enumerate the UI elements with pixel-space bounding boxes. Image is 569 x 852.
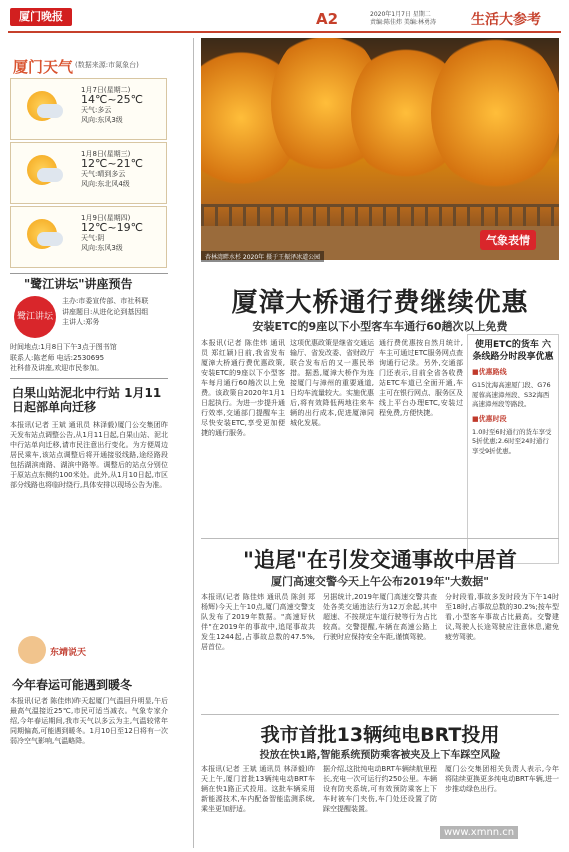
lecture-info-2 [10, 342, 168, 374]
weather-sky: 天气:晴到多云 [81, 170, 126, 178]
lecture-line: 时间地点:1月8日下午3点于图书馆 [10, 343, 117, 351]
etc-section: ■优惠时段 [472, 414, 507, 423]
date-line-2: 责编:陈佳炜 美编:林勇涛 [370, 19, 436, 26]
cloud-icon [37, 232, 63, 246]
article-body: 这项优惠政策是继省交通运输厅、省发改委、省财政厅联合发布后的又一惠民举措。据悉,厦漳大桥作为连接厦门与漳州的重要通道,日均车流量较大。实施优惠后,将有效降低两地往来车辆的出行成本,促进厦漳同城化发展。 [290, 339, 374, 427]
divider [10, 378, 168, 379]
divider [201, 538, 559, 539]
article-body: 据介绍,这批纯电动BRT车辆续航里程长,充电一次可运行约250公里。车辆设有防夹系统,可有效预防乘客上下车时被车门夹伤,车门处还设置了防踩空提醒装置。 [323, 765, 437, 813]
article-body: 本报讯(记者 王斌 通讯员 林泽毅)昨天上午,厦门首批13辆纯电动BRT车辆在快1路正式投用。这批车辆采用新能源技术,车内配备智能监测系统,乘坐更加舒适。 [201, 765, 315, 813]
weather-temp: 14℃~25℃ [81, 93, 143, 106]
date-line-1: 2020年1月7日 星期二 [370, 11, 431, 18]
weather-wind: 风向:东风3级 [81, 116, 123, 124]
article-body: 本报讯(记者 王斌 通讯员 林泽毅)厦门公交集团昨天发布站点调整公告,从1月11日起,白果山站、泥北中行站单向迁移,请市民注意出行变化。为方便周边居民乘车,该站点调整后将开通接驳线路,途经路段包括湖滨南路、湖滨中路等。调整后的站点分别位于原站点东侧约100米处。此外,从1月10日起,市区部分线路也将临时绕行,具体安排以现场公告为准。 [10, 421, 168, 489]
weather-wind: 风向:东风3级 [81, 244, 123, 252]
subheadline-3: 投放在快1路,智能系统预防乘客被夹及上下车踩空风险 [259, 750, 501, 761]
lecture-title: "鹭江讲坛"讲座预告 [24, 277, 133, 291]
cloud-icon [37, 168, 63, 182]
weather-date: 1月9日(星期四) [81, 214, 131, 222]
article-body: 厦门公交集团相关负责人表示,今年将陆续更换更多纯电动BRT车辆,进一步推动绿色出行。 [445, 765, 559, 793]
weather-temp: 12℃~19℃ [81, 221, 143, 234]
lecture-line: 主讲人:郑务 [62, 318, 100, 326]
column-badge: 东靖说天 [50, 648, 87, 658]
date-line [370, 11, 460, 27]
headline-3: 我市首批13辆纯电BRT投用 [260, 724, 500, 746]
cloud-icon [37, 104, 63, 118]
weather-sky: 天气:多云 [81, 106, 112, 114]
article-title: 白果山站泥北中行站 1月11日起部单向迁移 [12, 386, 162, 414]
autumn-trees-photo [201, 38, 559, 260]
weather-wind: 风向:东北风4级 [81, 180, 130, 188]
section-title: 生活大参考 [471, 12, 541, 28]
header-divider [8, 31, 561, 33]
weather-day-2 [10, 142, 167, 204]
subheadline-1: 安装ETC的9座以下小型客车车通行60趟次以上免费 [252, 320, 508, 333]
etc-section: ■优惠路线 [472, 368, 507, 376]
article-body: 本报讯(记者 陈佳炜)昨天起厦门气温回升明显,午后最高气温接近25℃,市民可适当减衣。气象专家介绍,今年春运期间,我市天气以多云为主,气温较常年同期偏高,可能遇到暖冬。1月10日至12日将有一次弱冷空气影响,气温略降。 [10, 697, 168, 745]
lecture-logo: 鹭江讲坛 [14, 296, 56, 338]
weather-date: 1月7日(星期二) [81, 86, 131, 94]
divider [10, 273, 168, 274]
site-watermark: www.xmnn.cn [440, 826, 518, 839]
article-body: 本报讯(记者 陈佳炜 通讯员 陈剑 郑杨辉)今天上午10点,厦门高速交警支队发布了2019年数据。"高速好伙伴"在2019年的事故中,追尾事故共发生1244起,占事故总数的47.5%,居首位。 [201, 593, 315, 651]
etc-title: 使用ETC的货车 六条线路分时段享优惠 [472, 340, 554, 362]
article-title: 今年春运可能遇到暖冬 [12, 678, 133, 692]
etc-body: 1.0时至6时通行的货车享受5折优惠;2.6时至24时通行享受9折优惠。 [472, 427, 552, 455]
column-divider [193, 38, 194, 848]
weather-day-1 [10, 78, 167, 140]
lecture-line: 讲座题目:从进化论到基因组 [62, 307, 149, 316]
lecture-line: 主办:市委宣传部、市社科联 [62, 297, 149, 305]
etc-info-box [467, 334, 559, 564]
weather-day-3 [10, 206, 167, 268]
article-body: 本报讯(记者 陈佳炜 通讯员 郑红颖)日前,我省发布厦漳大桥通行费优惠政策,安装ETC的9座以下小型客车每月通行60趟次以上免费。该政策自2020年1月1日起执行。为进一步提升通行效率,交通部门提醒车主尽快安装ETC,享受更加便捷的通行服务。 [201, 339, 285, 437]
weather-sky: 天气:阴 [81, 234, 105, 242]
newspaper-logo: 厦门晚报 [10, 8, 72, 26]
weather-date: 1月8日(星期三) [81, 150, 131, 158]
subheadline-2: 厦门高速交警今天上午公布2019年"大数据" [270, 575, 490, 588]
lecture-info [62, 296, 168, 328]
weather-title: 厦门天气 [13, 58, 74, 76]
weather-temp: 12℃~21℃ [81, 157, 143, 170]
lecture-line: 联系人:陈老师 电话:2530695 [10, 353, 105, 362]
weather-source: (数据来源:市氮象台) [75, 61, 139, 69]
article-body: 分时段看,事故多发时段为下午14时至18时,占事故总数的30.2%;按车型看,小型客车事故占比最高。交警建议,驾驶人长途驾驶应注意休息,避免疲劳驾驶。 [445, 593, 559, 641]
photo-caption: 杏林湾畔水杉 2020年 摄于王振泽冰道公园 [201, 251, 324, 262]
headline-2: "追尾"在引发交通事故中居首 [243, 548, 517, 572]
article-body: 另据统计,2019年厦门高速交警共查处各类交通违法行为12万余起,其中超速、不按规定车道行驶等行为占比较高。交警提醒,车辆在高速公路上行驶时应保持安全车距,谨慎驾驶。 [323, 593, 437, 641]
page-number: A2 [316, 10, 339, 28]
headline-1: 厦漳大桥通行费继续优惠 [231, 288, 529, 318]
lecture-line: 社科普及讲座,欢迎市民参加。 [10, 364, 104, 372]
author-avatar-icon [18, 636, 46, 664]
etc-body: G15沈海高速厦门段、G76厦蓉高速漳州段、S32海西高速漳州段等路段。 [472, 381, 551, 408]
divider [201, 714, 559, 715]
mood-tag: 气象表情 [480, 230, 536, 250]
article-body: 通行费优惠按自然月统计,车主可通过ETC服务网点查询通行记录。另外,交通部门还表示,目前全省各收费站ETC车道已全面开通,车主可在银行网点、服务区及线上平台办理ETC,安装过程免费,方便快捷。 [379, 339, 463, 417]
